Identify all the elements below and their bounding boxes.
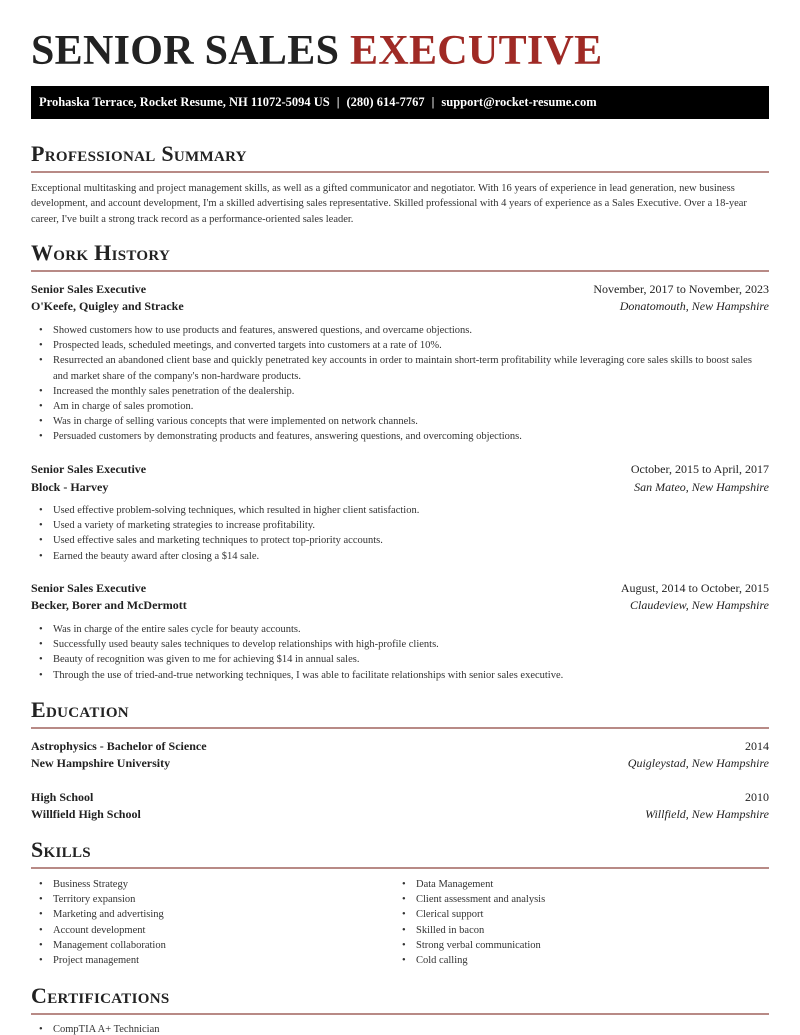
contact-address: Prohaska Terrace, Rocket Resume, NH 11072-5094 US: [39, 95, 330, 109]
certification-item: • CompTIA A+ Technician: [53, 1022, 769, 1035]
job-company-row: [31, 597, 769, 614]
education-school-row: [31, 755, 769, 772]
skill-item: • Territory expansion: [53, 892, 393, 907]
certifications-list: [53, 1022, 769, 1035]
job-title-row: [31, 580, 769, 597]
job-title-row: [31, 281, 769, 298]
list-item: • Resurrected an abandoned client base and quickly penetrated key accounts in order to maintain short-term profitability while leveraging core sales skills to boost sales and market share of the company's non-hardware products.: [53, 353, 769, 383]
list-item: • Prospected leads, scheduled meetings, and converted targets into customers at a rate of 10%.: [53, 338, 769, 353]
list-item: • Showed customers how to use products and features, answered questions, and overcame objections.: [53, 323, 769, 338]
section-divider: [31, 270, 769, 272]
title-accent: EXECUTIVE: [350, 28, 603, 74]
skill-item: • Marketing and advertising: [53, 907, 393, 922]
job-bullets: [53, 622, 769, 683]
job-company: Block - Harvey: [31, 480, 109, 494]
title-primary: SENIOR SALES: [31, 28, 340, 74]
contact-email[interactable]: support@rocket-resume.com: [441, 95, 597, 109]
skill-item: • Management collaboration: [53, 938, 393, 953]
section-heading: Skills: [31, 837, 91, 862]
job-location: Claudeview, New Hampshire: [630, 598, 769, 612]
list-item: • Used effective sales and marketing techniques to protect top-priority accounts.: [53, 533, 769, 548]
list-item: • Successfully used beauty sales techniques to develop relationships with high-profile clients.: [53, 637, 769, 652]
list-item: • Was in charge of selling various concepts that were implemented on network channels.: [53, 414, 769, 429]
education-degree-row: [31, 789, 769, 806]
education-degree: Astrophysics - Bachelor of Science: [31, 739, 207, 753]
list-item: • Persuaded customers by demonstrating products and features, answering questions, and overcoming objections.: [53, 429, 769, 444]
skill-item: • Clerical support: [416, 907, 756, 922]
skill-item: • Account development: [53, 923, 393, 938]
job-title-row: [31, 461, 769, 478]
skill-item: • Client assessment and analysis: [416, 892, 756, 907]
education-year: 2010: [745, 790, 769, 804]
skill-item: • Business Strategy: [53, 877, 393, 892]
section-skills: [31, 837, 769, 863]
contact-separator: |: [431, 95, 435, 109]
resume-title: [31, 28, 602, 74]
list-item: • Through the use of tried-and-true networking techniques, I was able to facilitate relationships with senior sales executive.: [53, 668, 769, 683]
section-divider: [31, 1013, 769, 1015]
job-dates: November, 2017 to November, 2023: [593, 282, 769, 296]
job-title: Senior Sales Executive: [31, 282, 147, 296]
job-location: San Mateo, New Hampshire: [634, 480, 769, 494]
list-item: • Used effective problem-solving techniques, which resulted in higher client satisfaction.: [53, 503, 769, 518]
section-divider: [31, 867, 769, 869]
section-education: [31, 697, 769, 723]
education-school: Willfield High School: [31, 807, 141, 821]
job-dates: August, 2014 to October, 2015: [620, 581, 769, 595]
list-item: • Am in charge of sales promotion.: [53, 399, 769, 414]
job-company-row: [31, 479, 769, 496]
list-item: • Beauty of recognition was given to me for achieving $14 in annual sales.: [53, 652, 769, 667]
job-company: Becker, Borer and McDermott: [31, 598, 187, 612]
education-location: Quigleystad, New Hampshire: [627, 756, 769, 770]
job-title: Senior Sales Executive: [31, 462, 147, 476]
education-location: Willfield, New Hampshire: [645, 807, 769, 821]
education-degree-row: [31, 738, 769, 755]
job-location: Donatomouth, New Hampshire: [619, 299, 769, 313]
job-bullets: [53, 323, 769, 445]
section-heading: Education: [31, 697, 129, 722]
skill-item: • Project management: [53, 953, 393, 968]
education-degree: High School: [31, 790, 94, 804]
skills-list-left: [53, 877, 393, 968]
section-work-history: [31, 240, 769, 266]
job-dates: October, 2015 to April, 2017: [630, 462, 769, 476]
section-heading: Work History: [31, 240, 171, 265]
skill-item: • Data Management: [416, 877, 756, 892]
contact-bar: [31, 86, 769, 119]
section-divider: [31, 727, 769, 729]
job-company: O'Keefe, Quigley and Stracke: [31, 299, 184, 313]
skill-item: • Cold calling: [416, 953, 756, 968]
skill-item: • Strong verbal communication: [416, 938, 756, 953]
education-school: New Hampshire University: [31, 756, 171, 770]
list-item: • Used a variety of marketing strategies to increase profitability.: [53, 518, 769, 533]
list-item: • Earned the beauty award after closing a $14 sale.: [53, 549, 769, 564]
job-bullets: [53, 503, 769, 564]
skills-list-right: [416, 877, 756, 968]
section-heading: Professional Summary: [31, 141, 247, 166]
section-heading: Certifications: [31, 983, 170, 1008]
skill-item: • Skilled in bacon: [416, 923, 756, 938]
job-company-row: [31, 298, 769, 315]
contact-separator: |: [336, 95, 340, 109]
section-divider: [31, 171, 769, 173]
education-school-row: [31, 806, 769, 823]
section-certifications: [31, 983, 769, 1009]
contact-phone[interactable]: (280) 614-7767: [346, 95, 425, 109]
section-professional-summary: [31, 141, 769, 167]
education-year: 2014: [745, 739, 769, 753]
job-title: Senior Sales Executive: [31, 581, 147, 595]
summary-text: Exceptional multitasking and project management skills, as well as a gifted communicator and negotiator. With 16 years of experience in lead generation, new business development, and account development, I'm a skilled advertising sales representative. Skilled professional with 4 years of experience as a Sales Executive. Over a 18-year career, I've built a strong track record as a performance-oriented sales leader.: [31, 183, 747, 225]
list-item: • Was in charge of the entire sales cycle for beauty accounts.: [53, 622, 769, 637]
list-item: • Increased the monthly sales penetration of the dealership.: [53, 384, 769, 399]
